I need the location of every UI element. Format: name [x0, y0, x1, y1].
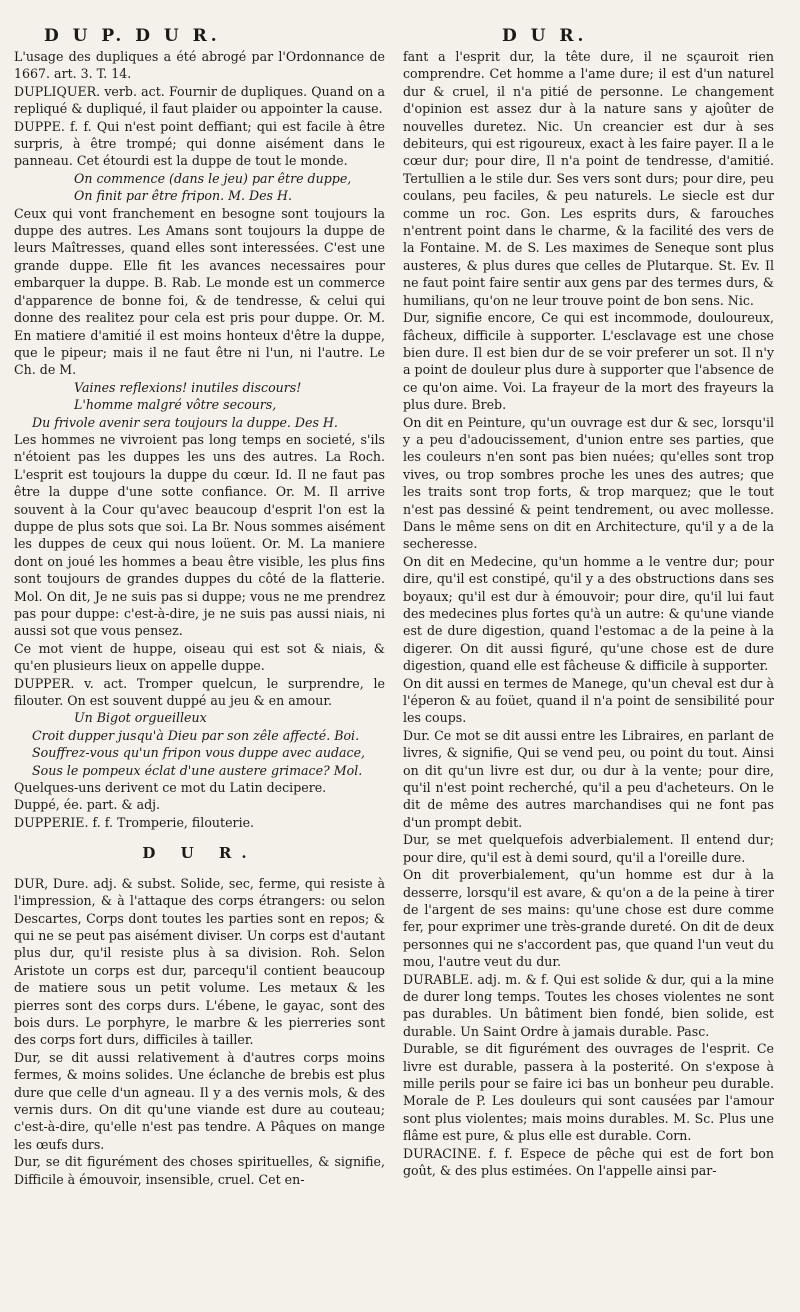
entry-text: Dur, se dit figurément des choses spirituelles, & signifie, Difficile à émouvoir, insensible, cruel. Cet en-	[14, 1154, 385, 1187]
entry-text: Dur, signifie encore, Ce qui est incommode, douloureux, fâcheux, difficile à supporter. L'esclavage est une chose bien dure. Il est bien dur de se voir preferer un sot. Il n'y a point de douleur plus dure à supporter que l'absence de ce qu'on aime. Voi. La frayeur de la mort des frayeurs la plus dure. Breb.	[403, 310, 774, 413]
entry-text: Quelques-uns derivent ce mot du Latin decipere.	[14, 780, 327, 796]
right-column	[403, 48, 774, 1188]
entry-dupperie: DUPPERIE. f. f. Tromperie, filouterie.	[14, 814, 255, 830]
entry-duppe-participle: Duppé, ée. part. & adj.	[14, 797, 161, 813]
verse-line: Un Bigot orgueilleux	[74, 710, 207, 726]
entry-duracine: DURACINE. f. f. Espece de pêche qui est de fort bon goût, & des plus estimées. On l'appelle ainsi par-	[403, 1145, 774, 1178]
entry-dupper: DUPPER. v. act. Tromper quelcun, le surprendre, le filouter. On est souvent duppé au jeu & en amour.	[14, 675, 385, 709]
running-head-left: D U P. D U R.	[44, 26, 221, 46]
entry-text: On dit proverbialement, qu'un homme est dur à la desserre, lorsqu'il est avare, & qu'on a de la peine à tirer de l'argent de ses mains: qu'une chose est dure comme fer, pour exprimer une très-grande dureté. On dit de deux personnes qui ne s'accordent pas, que quand l'un veut du mou, l'autre veut du dur.	[403, 867, 774, 970]
entry-text: Les hommes ne vivroient pas long temps en societé, s'ils n'étoient pas les duppes les uns des autres. La Roch. L'esprit est toujours la duppe du cœur. Id. Il ne faut pas être la duppe d'une sotte confiance. Or. M. Il arrive souvent à la Cour qu'avec beaucoup d'esprit l'on est la duppe de plus sots que soi. La Br. Nous sommes aisément les duppes de ceux qui nous loüent. Or. M. La maniere dont on joué les hommes a beau être visible, les plus fins sont toujours de grandes duppes du côté de la flatterie. Mol. On dit, Je ne suis pas si duppe; vous ne me prendrez pas pour duppe: c'est-à-dire, je ne suis pas aussi niais, ni aussi sot que vous pensez.	[14, 431, 385, 639]
left-column	[14, 48, 385, 1188]
entry-text: On dit en Medecine, qu'un homme a le ventre dur; pour dire, qu'il est constipé, qu'il y a des obstructions dans ses boyaux; qu'il est dur à émouvoir; pour dire, qu'il lui faut des medecines plus fortes qu'à un autre: & qu'une viande est de dure digestion, quand l'estomac a de la peine à la digerer. On dit aussi figuré, qu'une chose est de dure digestion, quand elle est fâcheuse & difficile à supporter.	[403, 553, 774, 674]
entry-text: L'usage des dupliques a été abrogé par l'Ordonnance de 1667. art. 3. T. 14.	[14, 49, 385, 82]
entry-text: On dit aussi en termes de Manege, qu'un cheval est dur à l'éperon & au foüet, quand il n'a point de sensibilité pour les coups.	[403, 675, 774, 726]
running-header	[14, 6, 774, 48]
entry-text: Durable, se dit figurément des ouvrages de l'esprit. Ce livre est durable, passera à la posterité. On s'expose à mille perils pour se faire ici bas un bonheur peu durable. Morale de P. Les douleurs qui sont causées par l'amour sont plus violentes; mais moins durables. M. Sc. Plus une flâme est pure, & plus elle est durable. Corn.	[403, 1041, 774, 1144]
verse-line: Sous le pompeux éclat d'une austere grimace? Mol.	[32, 762, 363, 778]
entry-text: fant a l'esprit dur, la tête dure, il ne sçauroit rien comprendre. Cet homme a l'ame dure; il est d'un naturel dur & cruel, il n'a pitié de personne. Le changement d'opinion est assez dur à la nature sans y ajoûter de nouvelles duretez. Nic. Un creancier est dur à ses debiteurs, qui est rigoureux, exact à les faire payer. Il a le cœur dur; pour dire, Il n'a point de tendresse, d'amitié. Tertullien a le stile dur. Ses vers sont durs; pour dire, peu coulans, peu faciles, & peu naturels. Le siecle est dur comme un roc. Gon. Les esprits durs, & farouches n'entrent point dans le charme, & la facilité des vers de la Fontaine. M. de S. Les maximes de Seneque sont plus austeres, & plus dures que celles de Plutarque. St. Ev. Il ne faut point faire sentir aux gens par des termes durs, & humilians, qu'on ne leur trouve point de bon sens. Nic.	[403, 49, 774, 308]
entry-duppe: DUPPE. f. f. Qui n'est point deffiant; qui est facile à être surpris, à être trompé; qui donne aisément dans le panneau. Cet étourdi est la duppe de tout le monde.	[14, 118, 385, 169]
entry-text: On dit en Peinture, qu'un ouvrage est dur & sec, lorsqu'il y a peu d'adoucissement, d'union entre ses parties, que les couleurs n'en sont pas bien nuées; qu'elles sont trop vives, ou trop sombres proche les unes des autres; que les traits sont trop forts, & trop marquez; que le tout n'est pas dessiné & peint tendrement, ou avec mollesse. Dans le même sens on dit en Architecture, qu'il y a de la secheresse.	[403, 414, 774, 552]
verse-line: L'homme malgré vôtre secours,	[74, 397, 277, 413]
entry-text: Dur, se dit aussi relativement à d'autres corps moins fermes, & moins solides. Une éclanche de brebis est plus dure que celle d'un agneau. Il y a des vernis mols, & des vernis durs. On dit qu'une viande est dure au couteau; c'est-à-dire, qu'elle n'est pas tendre. A Pâques on mange les œufs durs.	[14, 1049, 385, 1152]
text-columns	[14, 48, 774, 1188]
entry-dupliquer: DUPLIQUER. verb. act. Fournir de dupliques. Quand on a repliqué & dupliqué, il faut plaider ou appointer la cause.	[14, 83, 385, 117]
verse-line: Vaines reflexions! inutiles discours!	[74, 379, 302, 395]
verse-line: Souffrez-vous qu'un fripon vous duppe avec audace,	[32, 745, 366, 761]
entry-text: Dur, se met quelquefois adverbialement. Il entend dur; pour dire, qu'il est à demi sourd, qu'il a l'oreille dure.	[403, 832, 774, 865]
verse-line: On commence (dans le jeu) par être duppe,	[74, 170, 352, 186]
verse-line: Du frivole avenir sera toujours la duppe. Des H.	[32, 414, 338, 430]
entry-text: Dur. Ce mot se dit aussi entre les Libraires, en parlant de livres, & signifie, Qui se vend peu, ou point du tout. Ainsi on dit qu'un livre est dur, ou dur à la vente; pour dire, qu'il n'est point recherché, qu'il a peu d'acheteurs. On le dit de même des autres marchandises qui ne font pas d'un prompt debit.	[403, 727, 774, 830]
verse-line: Croit dupper jusqu'à Dieu par son zêle affecté. Boi.	[32, 727, 360, 743]
entry-text: Ce mot vient de huppe, oiseau qui est sot & niais, & qu'en plusieurs lieux on appelle duppe.	[14, 640, 385, 674]
running-head-right: D U R.	[502, 26, 588, 46]
verse-line: On finit par être fripon. M. Des H.	[74, 188, 292, 204]
section-heading: D U R.	[142, 844, 257, 863]
entry-durable: DURABLE. adj. m. & f. Qui est solide & dur, qui a la mine de durer long temps. Toutes les choses violentes ne sont pas durables. Un bâtiment bien fondé, bien solide, est durable. Un Saint Ordre à jamais durable. Pasc.	[403, 971, 774, 1039]
entry-text: Ceux qui vont franchement en besogne sont toujours la duppe des autres. Les Amans sont toujours la duppe de leurs Maîtresses, quand elles sont interessées. C'est une grande duppe. Elle fit les avances necessaires pour embarquer la duppe. B. Rab. Le monde est un commerce d'apparence de bonne foi, & de tendresse, & celui qui donne des realitez pour cela est pris pour duppe. Or. M. En matiere d'amitié il est moins honteux d'être la duppe, que le pipeur; mais il ne faut être ni l'un, ni l'autre. Le Ch. de M.	[14, 205, 385, 378]
entry-dur: DUR, Dure. adj. & subst. Solide, sec, ferme, qui resiste à l'impression, & à l'attaque des corps étrangers: ou selon Descartes, Corps dont toutes les parties sont en repos; & qui ne se peut pas aisément diviser. Un corps est d'autant plus dur, qu'il resiste plus à sa division. Roh. Selon Aristote un corps est dur, parcequ'il contient beaucoup de matiere sous un petit volume. Les metaux & les pierres sont des corps durs. L'ébene, le gayac, sont des bois durs. Le porphyre, le marbre & les pierreries sont des corps fort durs, difficiles à tailler.	[14, 875, 385, 1048]
